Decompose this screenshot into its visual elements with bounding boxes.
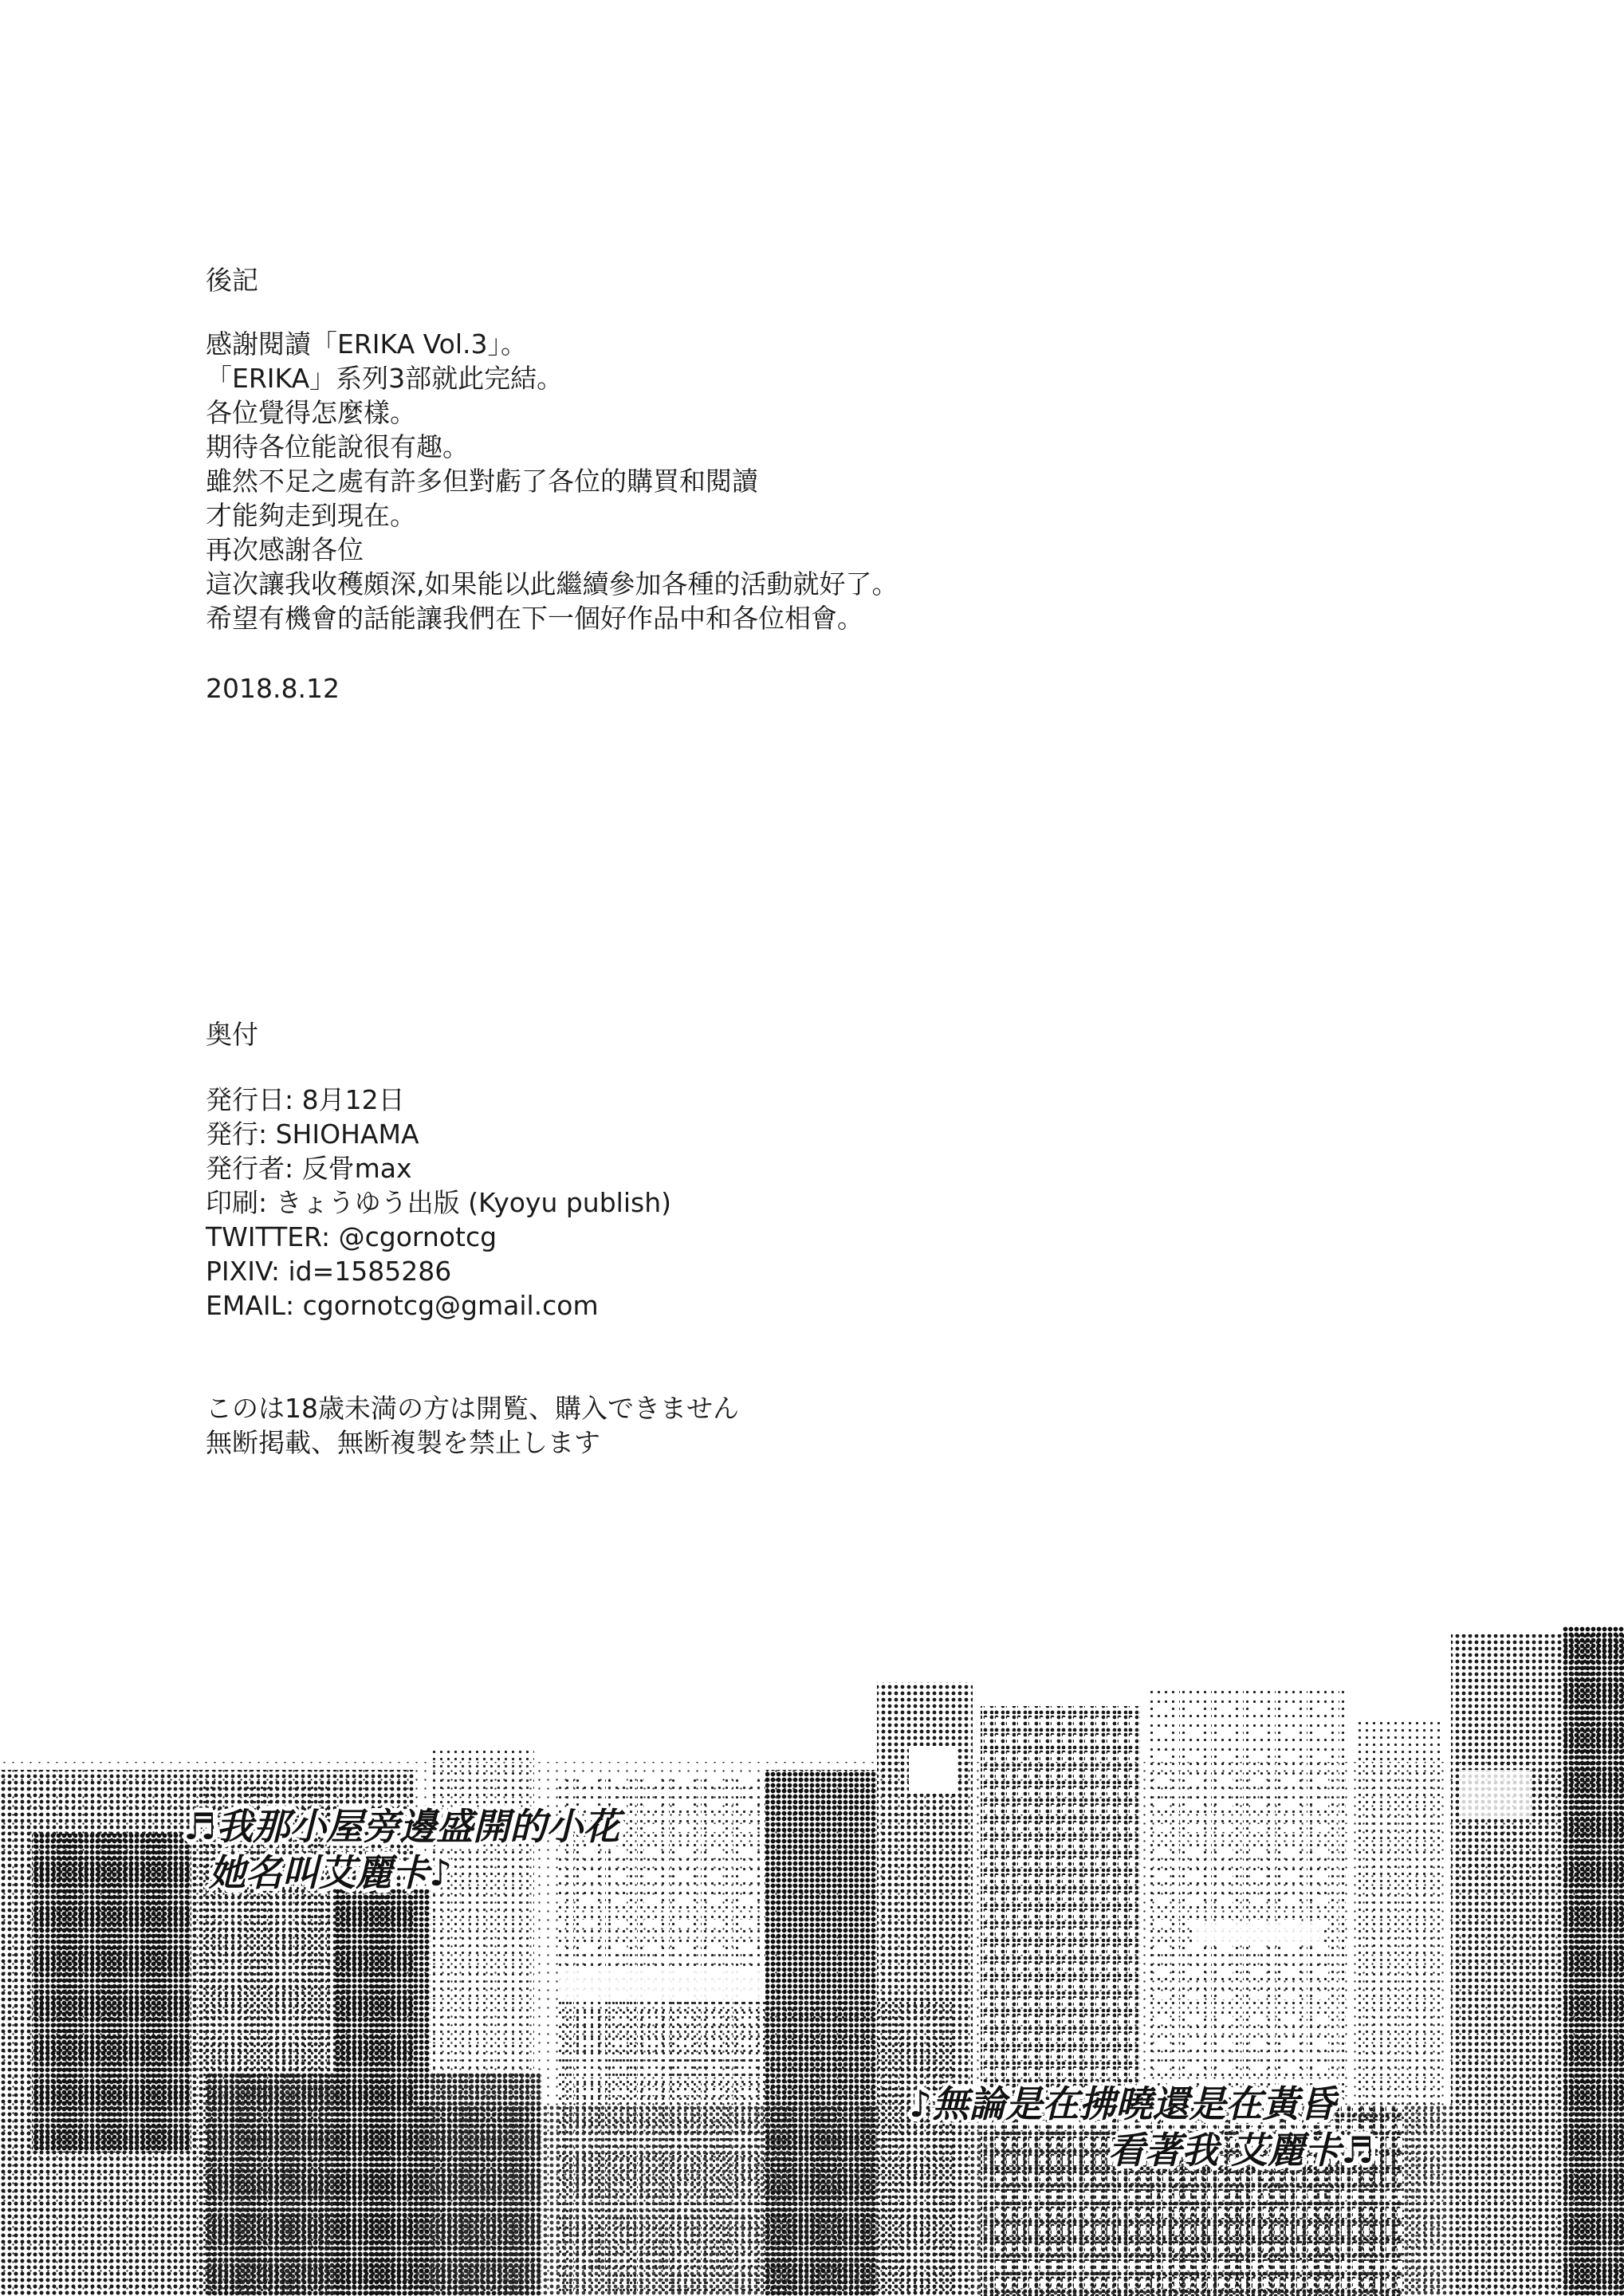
afterword-line: 各位覺得怎麼樣。 (206, 397, 416, 428)
lyric-top-line-2: 她名叫艾麗卡♪ (209, 1851, 453, 1894)
afterword-heading (206, 263, 258, 297)
afterword-title: 後記 (206, 265, 258, 296)
afterword-line: 雖然不足之處有許多但對虧了各位的購買和閱讀 (206, 466, 758, 497)
afterword-line: 感謝閱讀「ERIKA Vol.3」。 (206, 328, 527, 360)
lyric-bottom-line-2: 看著我 艾麗卡♬ (1108, 2129, 1374, 2172)
afterword-line: 才能夠走到現在。 (206, 500, 416, 531)
lyric-bottom-line-1: ♪無論是在拂曉還是在黃昏 (909, 2082, 1336, 2125)
colophon-body (206, 1083, 671, 1323)
notice-body (206, 1391, 739, 1460)
afterword-body (206, 327, 899, 635)
colophon-line: 印刷: きょうゆう出版 (Kyoyu publish) (206, 1187, 671, 1218)
lyric-top-line-1: ♬我那小屋旁邊盛開的小花 (183, 1805, 620, 1848)
notice-line: 無断掲載、無断複製を禁止します (206, 1427, 600, 1458)
notice-line: このは18歳未満の方は開覧、購入できません (206, 1393, 739, 1424)
colophon-line: 発行日: 8月12日 (206, 1084, 405, 1115)
afterword-line: 這次讓我收穫頗深,如果能以此繼續參加各種的活動就好了。 (206, 568, 899, 600)
colophon-heading (206, 1017, 258, 1052)
afterword-line: 「ERIKA」系列3部就此完結。 (206, 363, 564, 394)
afterword-date (206, 671, 340, 706)
colophon-line: EMAIL: cgornotcg@gmail.com (206, 1290, 599, 1321)
colophon-title: 奥付 (206, 1019, 258, 1050)
afterword-line: 再次感謝各位 (206, 534, 364, 565)
colophon-line: 発行者: 反骨max (206, 1153, 412, 1184)
cityscape-illustration (0, 1626, 1624, 2296)
afterword-line: 期待各位能說很有趣。 (206, 431, 469, 462)
colophon-line: PIXIV: id=1585286 (206, 1256, 452, 1287)
afterword-line: 希望有機會的話能讓我們在下一個好作品中和各位相會。 (206, 603, 863, 634)
date-text: 2018.8.12 (206, 673, 340, 704)
colophon-line: TWITTER: @cgornotcg (206, 1221, 497, 1252)
colophon-line: 発行: SHIOHAMA (206, 1119, 419, 1150)
